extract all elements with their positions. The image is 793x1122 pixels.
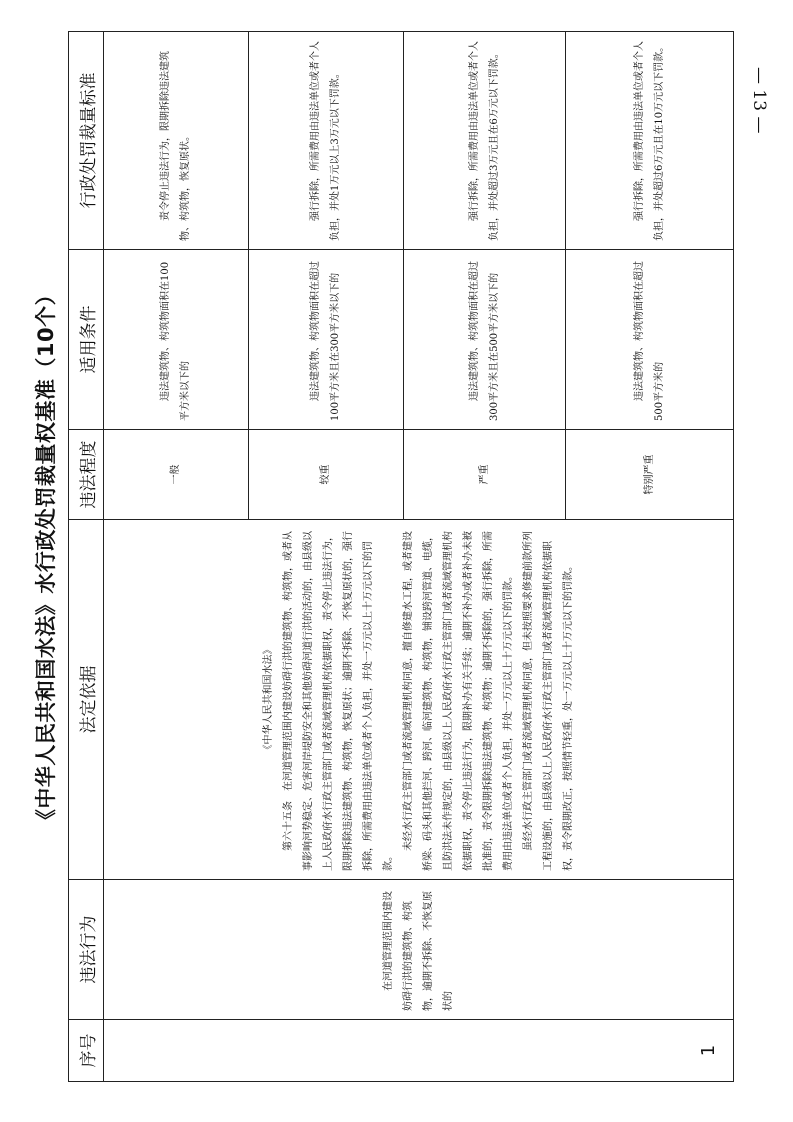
header-legal-basis: 法定依据	[69, 520, 104, 880]
condition-text: 违法建筑物、构筑物面积在100平方米以下的	[160, 261, 191, 421]
penalty-text: 强行拆除，所需费用由违法单位或者个人负担，并处超过6万元且在10万元以下罚款。	[633, 41, 665, 241]
penalty-text: 强行拆除，所需费用由违法单位或者个人负担，并处超过3万元且在6万元以下罚款。	[468, 41, 500, 241]
penalty-cell	[104, 32, 249, 250]
condition-text: 违法建筑物、构筑物面积在超过100平方米且在300平方米以下的	[310, 261, 341, 421]
condition-cell	[566, 250, 734, 430]
law-paragraph: 第六十五条 在河道管理范围内建设妨碍行洪的建筑物、构筑物，或者从事影响河势稳定、危害河岸堤防安全和其他妨碍河道行洪的活动的，由县级以上人民政府水行政主管部门或者流域管理机构依据职权，责令停止违法行为，限期拆除违法建筑物、构筑物，恢复原状；逾期不拆除、不恢复原状的，强行拆除，所需费用由违法单位或者个人负担，并处一万元以上十万元以下的罚款。	[282, 531, 394, 871]
violation-description	[104, 880, 734, 1020]
header-severity: 违法程度	[69, 430, 104, 520]
severity-cell	[566, 430, 734, 520]
condition-text: 违法建筑物、构筑物面积在超过300平方米且在500平方米以下的	[468, 261, 500, 421]
severity-label: 特别严重	[643, 454, 655, 495]
violation-text: 在河道管理范围内建设妨碍行洪的建筑物、构筑物，逾期不拆除、不恢复原状的	[382, 891, 454, 1011]
page-number: — 13 —	[749, 66, 769, 134]
table-header-row	[69, 32, 104, 1082]
penalty-text: 强行拆除，所需费用由违法单位或者个人负担，并处1万元以上3万元以下罚款。	[310, 41, 341, 241]
condition-cell	[104, 250, 249, 430]
document-title: 《中华人民共和国水法》水行政处罚裁量权基准（10个）	[34, 283, 58, 831]
penalty-cell	[249, 32, 404, 250]
rotated-page-content	[24, 32, 734, 1082]
header-penalty: 行政处罚裁量标准	[69, 32, 104, 250]
condition-cell	[249, 250, 404, 430]
severity-label: 严重	[478, 464, 490, 485]
penalty-cell	[404, 32, 566, 250]
severity-label: 较重	[320, 464, 331, 485]
legal-basis	[104, 520, 734, 880]
condition-cell	[404, 250, 566, 430]
condition-text: 违法建筑物、构筑物面积在超过500平方米的	[633, 261, 665, 421]
severity-cell	[249, 430, 404, 520]
penalty-cell	[566, 32, 734, 250]
law-paragraph: 虽经水行政主管部门或者流域管理机构同意，但未按照要求修建前款所列工程设施的，由县级以上人民政府水行政主管部门或者流域管理机构依据职权，责令限期改正，按照情节轻重，处一万元以上十万元以下的罚款。	[522, 531, 574, 871]
law-title: 《中华人民共和国水法》	[262, 644, 274, 755]
severity-label: 一般	[170, 464, 181, 485]
header-violation: 违法行为	[69, 880, 104, 1020]
law-paragraph: 未经水行政主管部门或者流域管理机构同意，擅自修建水工程，或者建设桥梁、码头和其他拦河、跨河、临河建筑物、构筑物，铺设跨河管道、电缆，且防洪法未作规定的，由县级以上人民政府水行政主管部门或者流域管理机构依据职权，责令停止违法行为，限期补办有关手续；逾期不补办或者补办未被批准的，责令限期拆除违法建筑物、构筑物；逾期不拆除的，强行拆除，所需费用由违法单位或者个人负担，并处一万元以上十万元以下的罚款。	[402, 531, 514, 871]
severity-cell	[104, 430, 249, 520]
table-row	[104, 32, 249, 1082]
severity-cell	[404, 430, 566, 520]
header-condition: 适用条件	[69, 250, 104, 430]
item-index: 1	[104, 1020, 734, 1082]
penalty-standards-table	[68, 31, 734, 1082]
header-index: 序号	[69, 1020, 104, 1082]
penalty-text: 责令停止违法行为，限期拆除违法建筑物、构筑物，恢复原状。	[160, 51, 191, 241]
